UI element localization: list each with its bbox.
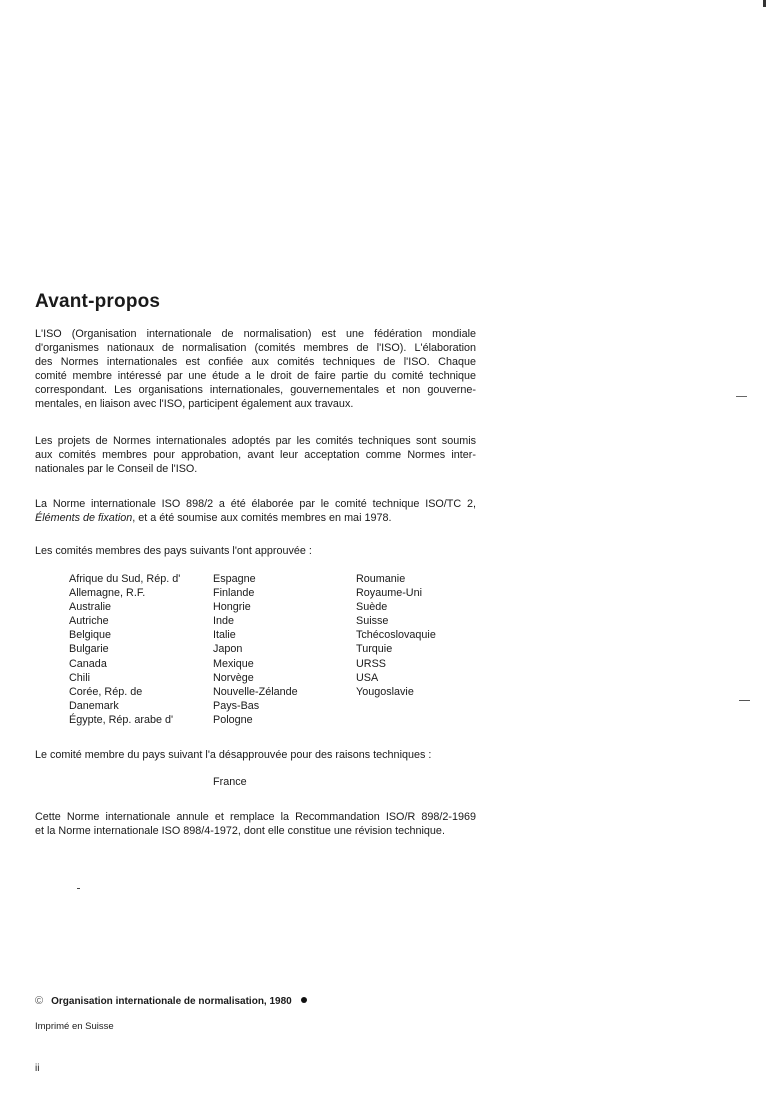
scan-mark: [739, 700, 750, 701]
paragraph-line: Cette Norme internationale annule et remplace la Recommandation ISO/R 898/2-1969: [35, 811, 476, 823]
country-item: Turquie: [356, 643, 393, 656]
country-item: Suisse: [356, 615, 389, 628]
country-item: Égypte, Rép. arabe d': [69, 713, 174, 726]
country-item: Italie: [213, 629, 236, 642]
country-item: Bulgarie: [69, 643, 109, 656]
country-item: Roumanie: [356, 573, 406, 585]
country-item: Canada: [69, 657, 107, 670]
country-item: Inde: [213, 615, 235, 628]
paragraph-line: des Normes internationales est confiée aux comités techniques de l'ISO. Chaque: [35, 356, 476, 369]
country-item: Royaume-Uni: [356, 587, 423, 600]
paragraph-line: et la Norme internationale ISO 898/4-1972, dont elle constitue une révision technique.: [35, 825, 445, 838]
paragraph-line: L'ISO (Organisation internationale de normalisation) est une fédération mondiale: [35, 328, 476, 340]
paragraph-line: Les projets de Normes internationales adoptés par les comités techniques sont soumis: [35, 435, 476, 447]
country-item: Autriche: [69, 615, 109, 628]
country-item: Pologne: [213, 713, 253, 726]
paragraph-line: mentales, en liaison avec l'ISO, participent également aux travaux.: [35, 398, 354, 411]
scan-mark: [763, 0, 766, 7]
country-item: Nouvelle-Zélande: [213, 685, 298, 698]
country-item: Hongrie: [213, 601, 251, 614]
paragraph-line-rest: , et a été soumise aux comités membres en mai 1978.: [132, 512, 392, 525]
country-item: Finlande: [213, 587, 255, 600]
disapproval-intro: [35, 748, 476, 762]
paragraph-line: d'organismes nationaux de normalisation (comités membres de l'ISO). L'élaboration: [35, 342, 476, 355]
disapproving-country: France: [213, 776, 247, 788]
country-item: Espagne: [213, 573, 256, 585]
copyright-line: [35, 995, 307, 1007]
country-column-1: [69, 572, 180, 727]
copyright-organization: Organisation internationale de normalisation, 1980: [51, 996, 292, 1007]
country-item: URSS: [356, 657, 386, 670]
approval-intro: [35, 544, 476, 558]
copyright-icon: ©: [35, 995, 44, 1007]
paragraph-line: nationales par le Conseil de l'ISO.: [35, 463, 198, 476]
country-item: Yougoslavie: [356, 685, 414, 698]
committee-title: Éléments de fixation: [35, 512, 133, 525]
country-item: Mexique: [213, 657, 254, 670]
country-item: Allemagne, R.F.: [69, 587, 146, 600]
drafts-paragraph: [35, 434, 476, 476]
country-item: Suède: [356, 601, 388, 614]
country-item: Norvège: [213, 671, 254, 684]
country-item: Corée, Rép. de: [69, 685, 143, 698]
country-item: Danemark: [69, 699, 119, 712]
scan-mark: [77, 888, 80, 889]
country-item: USA: [356, 671, 379, 684]
page-title: Avant-propos: [35, 291, 161, 312]
country-column-3: [356, 572, 436, 699]
country-item: Chili: [69, 671, 90, 684]
country-item: Tchécoslovaquie: [356, 629, 436, 642]
paragraph-line: comité membre intéressé par une étude a le droit de faire partie du comité technique: [35, 370, 476, 383]
country-item: Afrique du Sud, Rép. d': [69, 573, 181, 585]
country-column-2: [213, 572, 298, 727]
country-item: Pays-Bas: [213, 699, 260, 712]
paragraph-line: aux comités membres pour approbation, avant leur acceptation comme Normes inter-: [35, 449, 476, 462]
country-item: Belgique: [69, 629, 112, 642]
printed-in: Imprimé en Suisse: [35, 1021, 114, 1032]
paragraph-line: La Norme internationale ISO 898/2 a été élaborée par le comité technique ISO/TC 2,: [35, 498, 476, 510]
standard-paragraph: [35, 497, 476, 525]
bullet-icon: [301, 997, 307, 1003]
country-item: Japon: [213, 643, 243, 656]
paragraph-line: [35, 511, 476, 525]
paragraph-line: Les comités membres des pays suivants l'ont approuvée :: [35, 545, 312, 557]
scan-mark: [736, 396, 747, 397]
paragraph-line: Le comité membre du pays suivant l'a désapprouvée pour des raisons techniques :: [35, 749, 432, 761]
replacement-paragraph: [35, 810, 476, 838]
country-item: Australie: [69, 601, 112, 614]
intro-paragraph: [35, 327, 476, 412]
paragraph-line: correspondant. Les organisations internationales, gouvernementales et non gouverne-: [35, 384, 476, 397]
page-number: ii: [35, 1063, 40, 1074]
